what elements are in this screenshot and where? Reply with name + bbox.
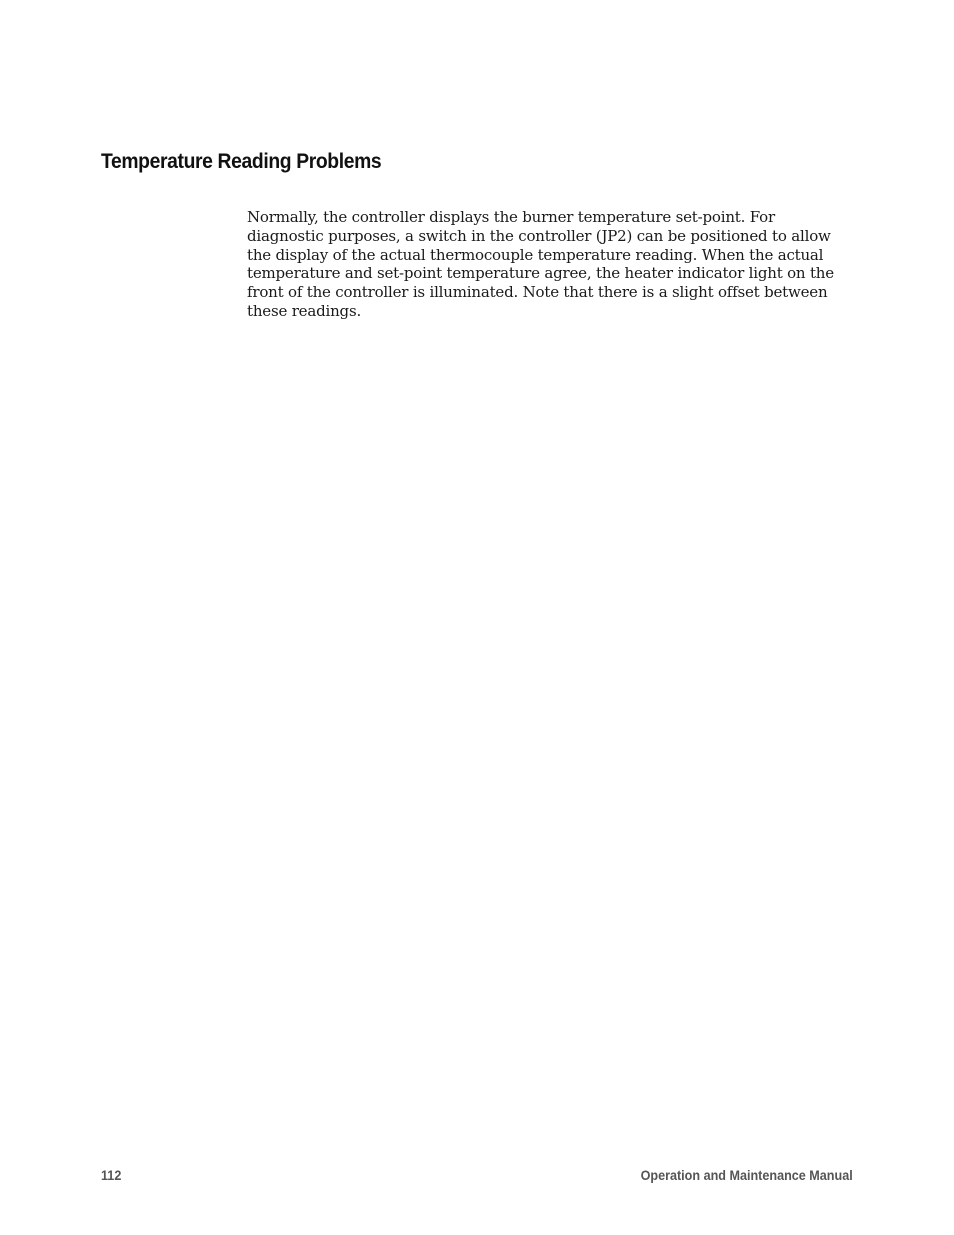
section-heading: Temperature Reading Problems [101,150,382,173]
page-footer [101,1167,853,1187]
section-body-paragraph: Normally, the controller displays the burner temperature set-point. For diagnostic purposes, a switch in the controller (JP2) can be positioned to allow the display of the actual thermocouple temperature reading. When the actual temperature and set-point temperature agree, the heater indicator light on the front of the controller is illuminated. Note that there is a slight offset between these readings. [247,208,834,320]
page-number: 112 [101,1167,122,1183]
manual-title: Operation and Maintenance Manual [640,1167,853,1183]
